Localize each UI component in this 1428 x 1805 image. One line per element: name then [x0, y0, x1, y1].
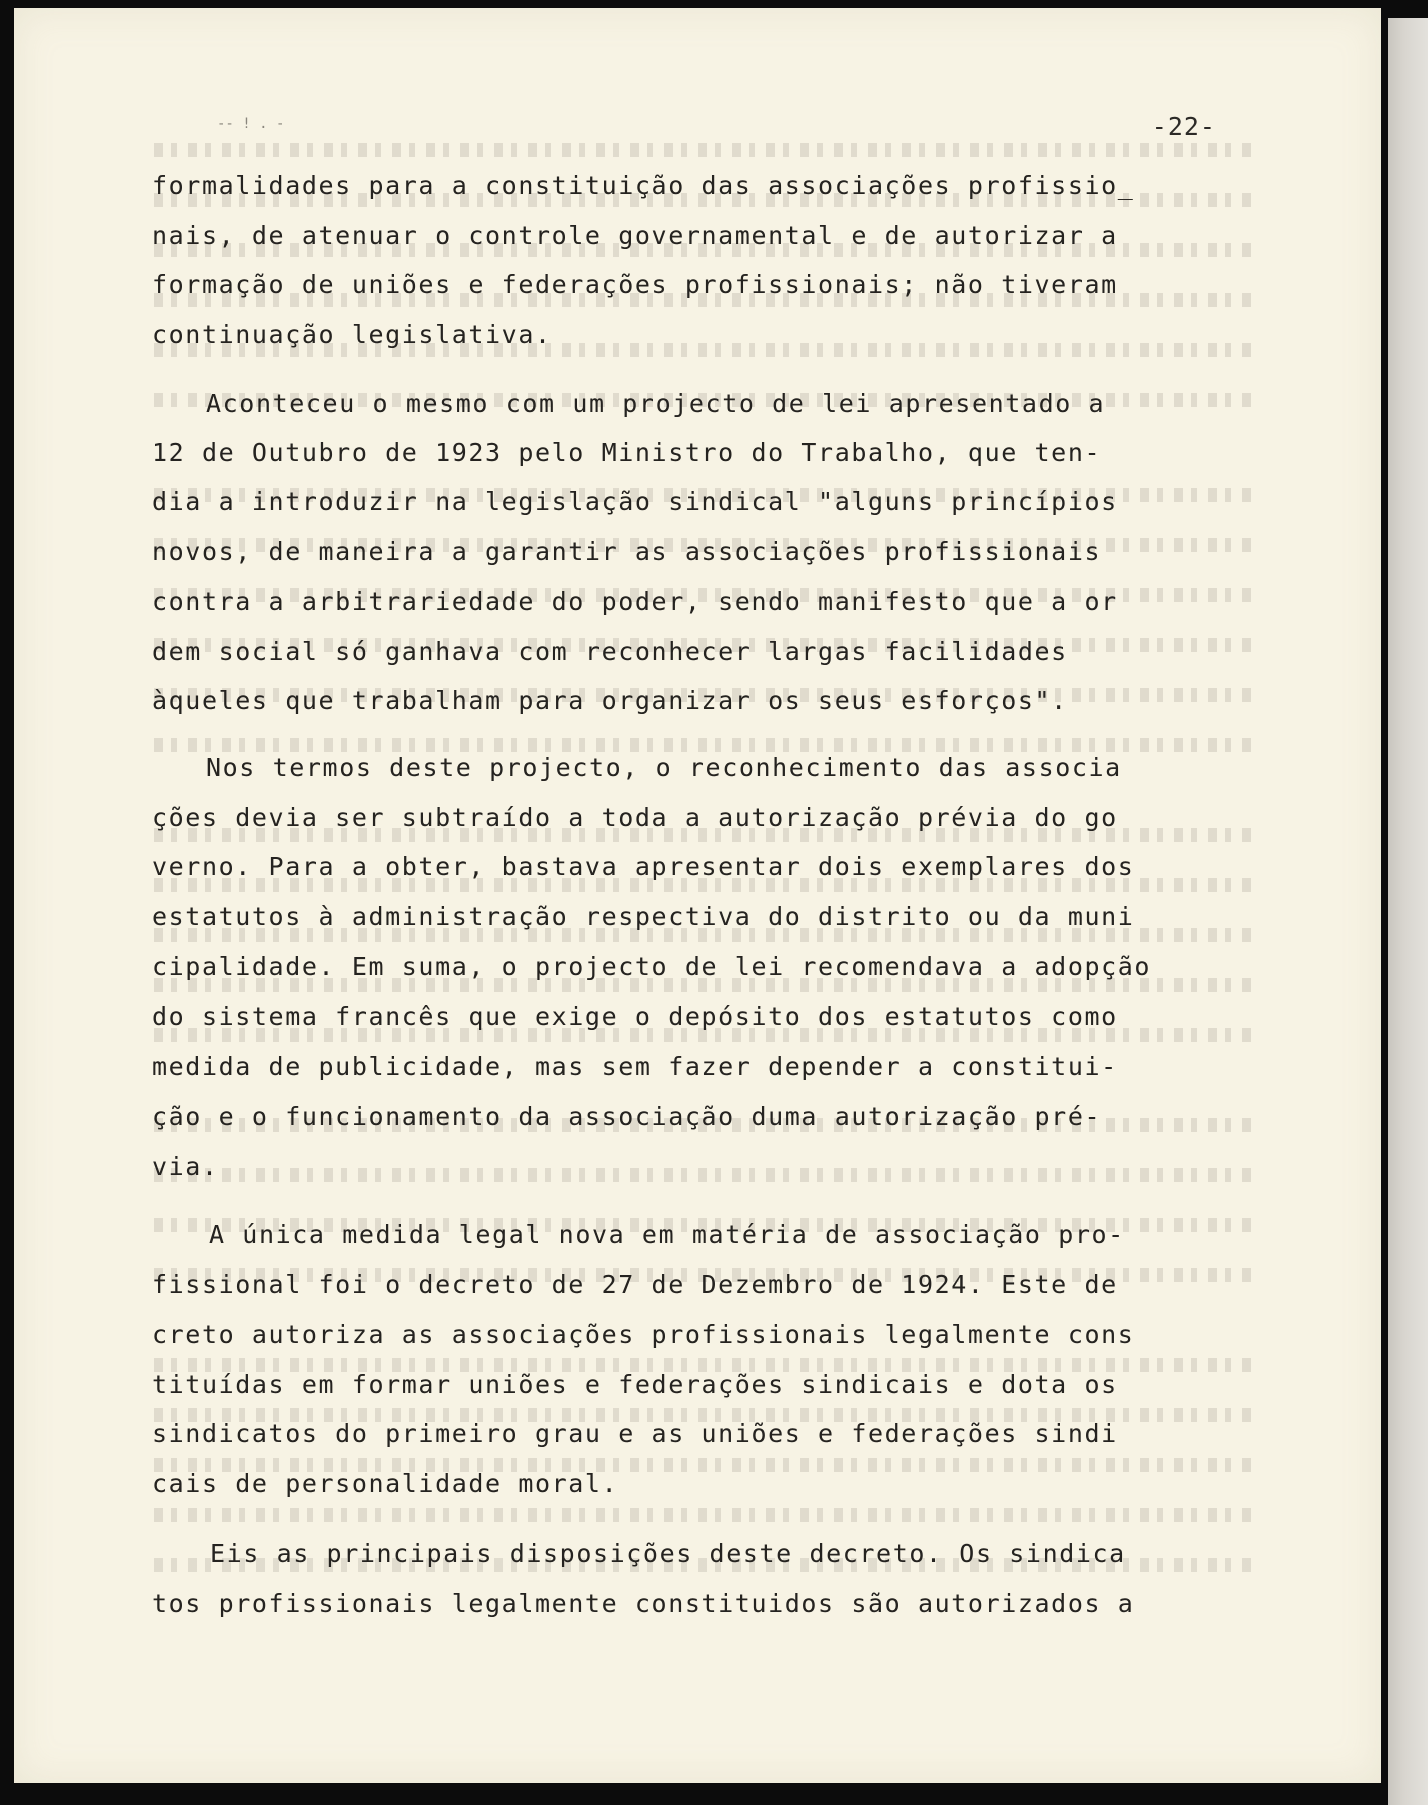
text-line: estatutos à administração respectiva do distrito ou da muni [152, 902, 1135, 931]
margin-mark: -- ! . - [217, 116, 285, 132]
text-line: 12 de Outubro de 1923 pelo Ministro do Trabalho, que ten- [152, 438, 1102, 467]
text-line: continuação legislativa. [152, 320, 552, 349]
text-line: creto autoriza as associações profissionais legalmente cons [152, 1320, 1135, 1349]
text-line: A única medida legal nova em matéria de associação pro- [209, 1220, 1125, 1249]
text-line: àqueles que trabalham para organizar os seus esforços". [152, 686, 1068, 715]
text-line: nais, de atenuar o controle governamental e de autorizar a [152, 221, 1118, 250]
text-line: verno. Para a obter, bastava apresentar dois exemplares dos [152, 852, 1135, 881]
text-line: fissional foi o decreto de 27 de Dezembro de 1924. Este de [152, 1270, 1118, 1299]
text-line: dia a introduzir na legislação sindical "alguns princípios [152, 487, 1118, 516]
text-line: tos profissionais legalmente constituidos são autorizados a [152, 1589, 1135, 1618]
text-line: cais de personalidade moral. [152, 1469, 619, 1498]
page-number: -22- [1151, 112, 1216, 141]
text-line: cipalidade. Em suma, o projecto de lei recomendava a adopção [152, 952, 1152, 981]
text-line: formalidades para a constituição das associações profissio_ [152, 171, 1135, 200]
text-line: formação de uniões e federações profissionais; não tiveram [152, 270, 1118, 299]
text-line: ções devia ser subtraído a toda a autorização prévia do go [152, 803, 1118, 832]
typewritten-page [14, 8, 1381, 1783]
text-line: Eis as principais disposições deste decreto. Os sindica [210, 1539, 1126, 1568]
text-line: Nos termos deste projecto, o reconhecimento das associa [206, 753, 1122, 782]
text-line: tituídas em formar uniões e federações sindicais e dota os [152, 1370, 1118, 1399]
text-line: sindicatos do primeiro grau e as uniões e federações sindi [152, 1419, 1118, 1448]
text-line: do sistema francês que exige o depósito dos estatutos como [152, 1002, 1118, 1031]
text-line: dem social só ganhava com reconhecer largas facilidades [152, 637, 1068, 666]
text-line: contra a arbitrariedade do poder, sendo manifesto que a or [152, 587, 1118, 616]
text-line: ção e o funcionamento da associação duma autorização pré- [152, 1102, 1102, 1131]
text-line: novos, de maneira a garantir as associações profissionais [152, 537, 1102, 566]
text-line: Aconteceu o mesmo com um projecto de lei apresentado a [206, 389, 1106, 418]
text-line: via. [152, 1152, 219, 1181]
text-line: medida de publicidade, mas sem fazer depender a constitui- [152, 1052, 1118, 1081]
next-page-edge [1388, 18, 1428, 1805]
